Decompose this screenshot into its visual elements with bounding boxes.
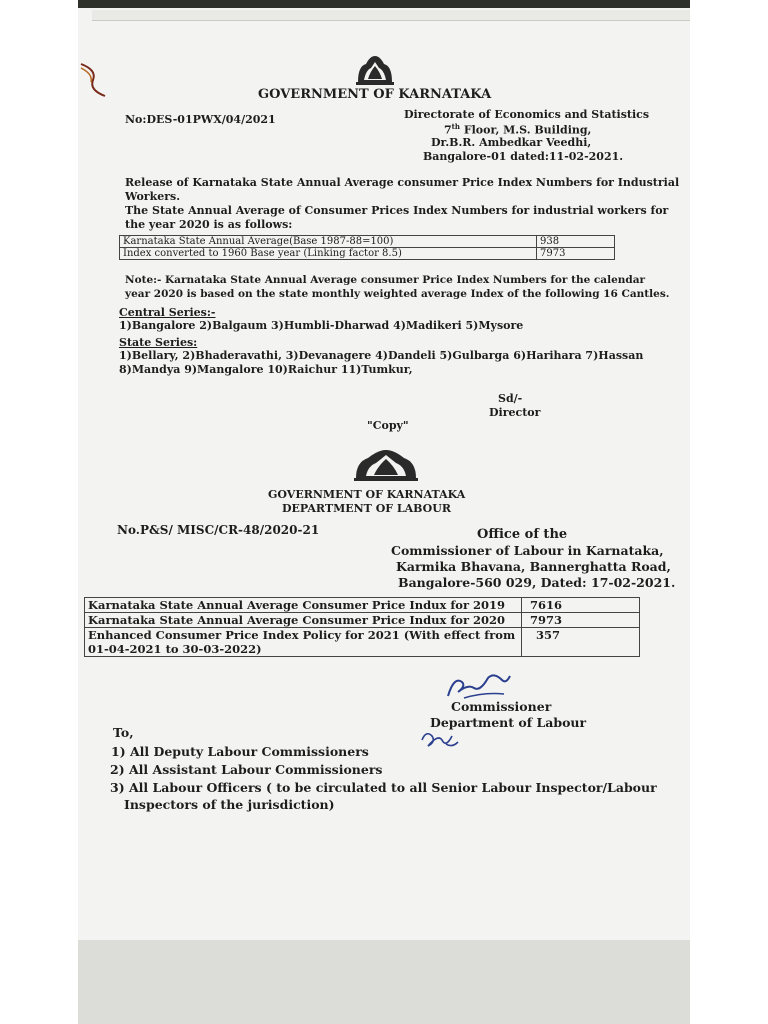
table-cell-value: 7616 xyxy=(522,598,640,613)
doc1-office-line: Dr.B.R. Ambedkar Veedhi, xyxy=(431,136,592,149)
doc2-subheader: DEPARTMENT OF LABOUR xyxy=(282,502,452,515)
background-left xyxy=(0,0,78,1024)
doc1-header: GOVERNMENT OF KARNATAKA xyxy=(258,87,492,102)
doc1-subject-line: Release of Karnataka State Annual Average consumer Price Index Numbers for Industrial xyxy=(125,176,680,189)
table-row xyxy=(85,628,640,657)
doc2-ref-no: No.P&S/ MISC/CR-48/2020-21 xyxy=(117,523,320,537)
doc1-note-line: year 2020 is based on the state monthly weighted average Index of the following 16 Cantles. xyxy=(125,288,670,300)
doc1-office-line: Bangalore-01 dated:11-02-2021. xyxy=(423,150,624,163)
table-cell-label: Karnataka State Annual Average Consumer Price Indux for 2019 xyxy=(85,598,522,613)
background-right xyxy=(690,0,768,1024)
state-series-line: 1)Bellary, 2)Bhaderavathi, 3)Devanagere 4)Dandeli 5)Gulbarga 6)Harihara 7)Hassan xyxy=(119,349,644,362)
table-cell-value: 7973 xyxy=(522,613,640,628)
table-cell-value: 7973 xyxy=(537,248,615,260)
state-series-heading: State Series: xyxy=(119,336,198,349)
recipient-item-continued: Inspectors of the jurisdiction) xyxy=(124,797,335,812)
table-cell-label xyxy=(85,628,522,657)
table-cell-label: Karnataka State Annual Average(Base 1987-88=100) xyxy=(120,236,537,248)
table-row xyxy=(85,598,640,613)
doc2-signer-title: Commissioner xyxy=(451,699,552,714)
paper-edge xyxy=(92,10,690,21)
table-cell-label-line: Enhanced Consumer Price Index Policy for 2021 (With effect from xyxy=(88,628,516,642)
karnataka-emblem-icon xyxy=(352,446,420,482)
table-cell-label: Karnataka State Annual Average Consumer Price Indux for 2020 xyxy=(85,613,522,628)
doc1-subject-line: Workers. xyxy=(125,190,181,203)
doc2-office-line: Bangalore-560 029, Dated: 17-02-2021. xyxy=(398,575,676,590)
doc1-signoff: Sd/- xyxy=(498,392,523,405)
state-series-line: 8)Mandya 9)Mangalore 10)Raichur 11)Tumkur, xyxy=(119,363,413,376)
recipient-item: 3) All Labour Officers ( to be circulated to all Senior Labour Inspector/Labour xyxy=(110,780,657,795)
binding-string xyxy=(79,60,109,100)
doc2-office-line: Commissioner of Labour in Karnataka, xyxy=(391,543,664,558)
doc2-office-line: Karmika Bhavana, Bannerghatta Road, xyxy=(396,559,671,574)
karnataka-emblem-icon xyxy=(352,52,398,86)
table-cell-label: Index converted to 1960 Base year (Linking factor 8.5) xyxy=(120,248,537,260)
doc1-ref-no: No:DES-01PWX/04/2021 xyxy=(125,113,276,126)
doc2-signer-dept: Department of Labour xyxy=(430,715,587,730)
central-series-heading: Central Series:- xyxy=(119,306,216,319)
recipient-item: 2) All Assistant Labour Commissioners xyxy=(110,762,383,777)
doc1-office-line: 7th Floor, M.S. Building, xyxy=(444,122,592,137)
doc2-office-line: Office of the xyxy=(477,527,568,542)
copy-mark: "Copy" xyxy=(367,419,409,432)
table-cell-value: 357 xyxy=(522,628,640,657)
doc1-office-line: Directorate of Economics and Statistics xyxy=(404,108,650,121)
table-row xyxy=(120,248,615,260)
to-label: To, xyxy=(113,725,134,740)
table-row xyxy=(120,236,615,248)
doc1-subject-line: The State Annual Average of Consumer Prices Index Numbers for industrial workers for xyxy=(125,204,669,217)
page-bottom-shadow xyxy=(78,940,690,1024)
table-cell-label-line: 01-04-2021 to 30-03-2022) xyxy=(88,642,262,656)
doc1-signer: Director xyxy=(489,406,541,419)
doc1-subject-line: the year 2020 is as follows: xyxy=(125,218,293,231)
doc1-index-table xyxy=(119,235,615,260)
doc1-note-line: Note:- Karnataka State Annual Average consumer Price Index Numbers for the calendar xyxy=(125,274,646,286)
central-series-list: 1)Bangalore 2)Balgaum 3)Humbli-Dharwad 4)Madikeri 5)Mysore xyxy=(119,319,524,332)
table-cell-value: 938 xyxy=(537,236,615,248)
recipient-item: 1) All Deputy Labour Commissioners xyxy=(111,744,369,759)
doc2-index-table xyxy=(84,597,640,657)
table-row xyxy=(85,613,640,628)
doc2-header: GOVERNMENT OF KARNATAKA xyxy=(268,488,466,501)
